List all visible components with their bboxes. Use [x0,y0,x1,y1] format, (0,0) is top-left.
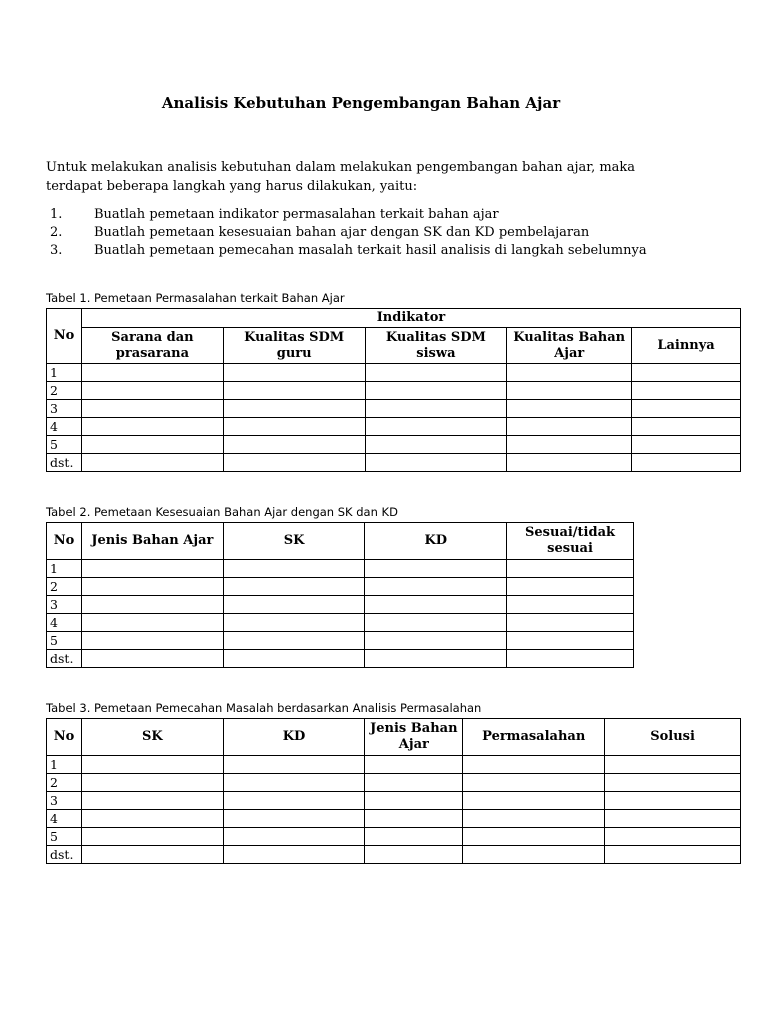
empty-cell[interactable] [365,792,463,810]
empty-cell[interactable] [463,810,605,828]
empty-cell[interactable] [223,756,365,774]
step-text: Buatlah pemetaan kesesuaian bahan ajar dengan SK dan KD pembelajaran [94,225,590,240]
table3-header-permasalahan: Permasalahan [463,719,605,756]
row-number-cell: dst. [47,650,82,668]
empty-cell[interactable] [81,828,223,846]
empty-cell[interactable] [463,774,605,792]
step-text: Buatlah pemetaan pemecahan masalah terkait hasil analisis di langkah sebelumnya [94,243,647,258]
empty-cell[interactable] [223,364,365,382]
empty-cell[interactable] [365,828,463,846]
empty-cell[interactable] [223,632,365,650]
empty-cell[interactable] [365,614,507,632]
empty-cell[interactable] [223,418,365,436]
empty-cell[interactable] [223,846,365,864]
row-number-cell: 5 [47,436,82,454]
empty-cell[interactable] [223,774,365,792]
row-number-cell: 4 [47,418,82,436]
empty-cell[interactable] [365,578,507,596]
empty-cell[interactable] [605,846,741,864]
table-row [47,614,634,632]
empty-cell[interactable] [81,400,223,418]
table1-header-sdm-siswa: Kualitas SDM siswa [365,328,507,364]
step-number: 1. [50,207,63,222]
table1-no-header: No [47,309,82,364]
empty-cell[interactable] [365,774,463,792]
empty-cell[interactable] [507,650,634,668]
table-row [47,792,741,810]
table3-header-sk: SK [81,719,223,756]
empty-cell[interactable] [81,846,223,864]
empty-cell[interactable] [223,400,365,418]
empty-cell[interactable] [223,560,365,578]
table1-header-sdm-guru: Kualitas SDM guru [223,328,365,364]
row-number-cell: 2 [47,382,82,400]
empty-cell[interactable] [81,774,223,792]
table2-header-no: No [47,523,82,560]
list-item [46,206,726,224]
table-row [47,632,634,650]
empty-cell[interactable] [605,810,741,828]
empty-cell[interactable] [81,650,223,668]
table3-header-no: No [47,719,82,756]
empty-cell[interactable] [81,756,223,774]
empty-cell[interactable] [632,454,741,472]
empty-cell[interactable] [365,382,507,400]
empty-cell[interactable] [463,846,605,864]
table-row [47,756,741,774]
row-number-cell: 5 [47,632,82,650]
empty-cell[interactable] [507,596,634,614]
empty-cell[interactable] [632,364,741,382]
empty-cell[interactable] [81,596,223,614]
empty-cell[interactable] [365,364,507,382]
empty-cell[interactable] [81,364,223,382]
table3-header-kd: KD [223,719,365,756]
empty-cell[interactable] [223,578,365,596]
empty-cell[interactable] [81,792,223,810]
empty-cell[interactable] [81,418,223,436]
empty-cell[interactable] [507,364,632,382]
table1-header-bahan-ajar: Kualitas Bahan Ajar [507,328,632,364]
empty-cell[interactable] [632,418,741,436]
empty-cell[interactable] [223,382,365,400]
table1-header-sarana: Sarana dan prasarana [81,328,223,364]
empty-cell[interactable] [507,400,632,418]
table2-caption: Tabel 2. Pemetaan Kesesuaian Bahan Ajar dengan SK dan KD [46,505,398,519]
empty-cell[interactable] [223,454,365,472]
empty-cell[interactable] [223,650,365,668]
empty-cell[interactable] [507,560,634,578]
empty-cell[interactable] [605,756,741,774]
intro-paragraph: Untuk melakukan analisis kebutuhan dalam melakukan pengembangan bahan ajar, maka terdapat beberapa langkah yang harus dilakukan, yaitu: [46,160,636,194]
row-number-cell: dst. [47,454,82,472]
row-number-cell: 5 [47,828,82,846]
empty-cell[interactable] [605,828,741,846]
step-number: 2. [50,225,63,240]
empty-cell[interactable] [632,400,741,418]
empty-cell[interactable] [223,828,365,846]
table1-group-header: Indikator [81,309,740,328]
empty-cell[interactable] [223,596,365,614]
table-row [47,828,741,846]
row-number-cell: 3 [47,400,82,418]
table2-header-sk: SK [223,523,365,560]
empty-cell[interactable] [81,382,223,400]
empty-cell[interactable] [365,596,507,614]
empty-cell[interactable] [223,792,365,810]
empty-cell[interactable] [507,418,632,436]
step-text: Buatlah pemetaan indikator permasalahan terkait bahan ajar [94,207,499,222]
table2 [46,522,634,668]
empty-cell[interactable] [507,614,634,632]
empty-cell[interactable] [365,756,463,774]
empty-cell[interactable] [507,436,632,454]
row-number-cell: 2 [47,578,82,596]
table-row [47,436,741,454]
table-row [47,596,634,614]
empty-cell[interactable] [81,454,223,472]
row-number-cell: 4 [47,614,82,632]
empty-cell[interactable] [365,560,507,578]
empty-cell[interactable] [223,614,365,632]
empty-cell[interactable] [81,578,223,596]
row-number-cell: 4 [47,810,82,828]
table-row [47,400,741,418]
empty-cell[interactable] [81,560,223,578]
table-row [47,650,634,668]
table2-header-kd: KD [365,523,507,560]
table-row [47,810,741,828]
table3 [46,718,741,864]
empty-cell[interactable] [365,418,507,436]
list-item [46,242,726,260]
empty-cell[interactable] [632,436,741,454]
table-row [47,578,634,596]
empty-cell[interactable] [605,774,741,792]
table3-caption: Tabel 3. Pemetaan Pemecahan Masalah berdasarkan Analisis Permasalahan [46,701,482,715]
empty-cell[interactable] [365,436,507,454]
empty-cell[interactable] [507,454,632,472]
empty-cell[interactable] [223,436,365,454]
empty-cell[interactable] [81,632,223,650]
row-number-cell: 1 [47,560,82,578]
empty-cell[interactable] [81,810,223,828]
table-row [47,454,741,472]
table-row [47,560,634,578]
empty-cell[interactable] [605,792,741,810]
page-title: Analisis Kebutuhan Pengembangan Bahan Ajar [161,94,561,112]
empty-cell[interactable] [365,454,507,472]
steps-list [46,206,726,260]
row-number-cell: 2 [47,774,82,792]
table2-header-sesuai: Sesuai/tidak sesuai [507,523,634,560]
empty-cell[interactable] [365,400,507,418]
empty-cell[interactable] [632,382,741,400]
table1-caption: Tabel 1. Pemetaan Permasalahan terkait Bahan Ajar [46,291,345,305]
empty-cell[interactable] [365,650,507,668]
empty-cell[interactable] [81,436,223,454]
empty-cell[interactable] [507,578,634,596]
row-number-cell: 3 [47,792,82,810]
table-row [47,382,741,400]
row-number-cell: dst. [47,846,82,864]
table3-header-solusi: Solusi [605,719,741,756]
empty-cell[interactable] [507,382,632,400]
table2-header-jenis: Jenis Bahan Ajar [81,523,223,560]
table-row [47,364,741,382]
table-row [47,846,741,864]
row-number-cell: 1 [47,756,82,774]
empty-cell[interactable] [81,614,223,632]
step-number: 3. [50,243,63,258]
empty-cell[interactable] [463,792,605,810]
empty-cell[interactable] [507,632,634,650]
empty-cell[interactable] [223,810,365,828]
list-item [46,224,726,242]
empty-cell[interactable] [463,756,605,774]
empty-cell[interactable] [365,632,507,650]
empty-cell[interactable] [365,846,463,864]
table1 [46,308,741,472]
empty-cell[interactable] [365,810,463,828]
table-row [47,774,741,792]
row-number-cell: 3 [47,596,82,614]
table3-header-jenis: Jenis Bahan Ajar [365,719,463,756]
row-number-cell: 1 [47,364,82,382]
table-row [47,418,741,436]
empty-cell[interactable] [463,828,605,846]
table1-header-lainnya: Lainnya [632,328,741,364]
